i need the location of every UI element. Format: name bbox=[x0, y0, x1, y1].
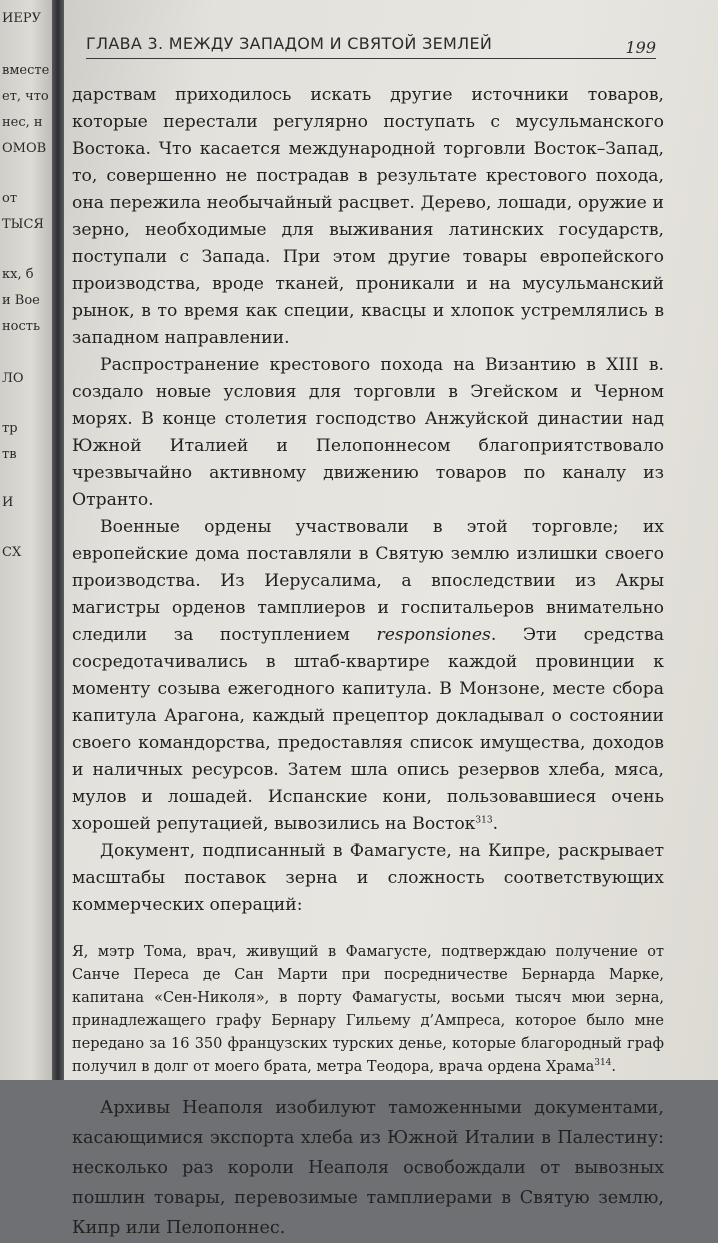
left-page-fragment: нес, н bbox=[2, 115, 43, 130]
left-page-fragment: СХ bbox=[2, 545, 22, 560]
block-quote bbox=[72, 941, 664, 1079]
left-page-fragment: ЛО bbox=[2, 371, 24, 386]
paragraph-text: . Эти средства сосредотачивались в штаб-квартире каждой провинции к моменту созыва ежегодного капитула. В Монзоне, месте сбора капитула Арагона, каждый прецептор докладывал о состоянии своего командорства, предоставляя список имущества, доходов и наличных ресурсов. Затем шла опись резервов хлеба, мяса, мулов и лошадей. Испанские кони, пользовавшиеся очень хорошей репутацией, вывозились на Восток bbox=[72, 625, 665, 834]
paragraph-military-orders bbox=[72, 514, 664, 838]
book-page bbox=[64, 0, 718, 1238]
running-title: ГЛАВА 3. МЕЖДУ ЗАПАДОМ И СВЯТОЙ ЗЕМЛЕЙ bbox=[86, 34, 493, 53]
left-page-fragment: ТЫСЯ bbox=[2, 217, 44, 232]
page-header bbox=[86, 32, 656, 59]
left-page-edge bbox=[0, 0, 52, 1080]
left-page-fragment: и Вое bbox=[2, 293, 40, 308]
footnote-marker: 314 bbox=[594, 1058, 612, 1069]
left-page-fragment: И bbox=[2, 495, 14, 510]
paragraph-text: Военные ордены участвовали в этой торговле; их европейские дома поставляли в Святую землю излишки своего производства. Из Иерусалима, а впоследствии из Акры магистры орденов тамплиеров и госпитальеров внимательно следили за поступлением bbox=[72, 517, 664, 645]
paragraph-punctuation: . bbox=[492, 814, 499, 834]
left-page-fragment: кх, б bbox=[2, 267, 34, 282]
footnote-marker: 313 bbox=[475, 815, 493, 826]
page-number: 199 bbox=[625, 38, 656, 57]
left-page-fragment: тр bbox=[2, 421, 18, 436]
left-page-fragment: ность bbox=[2, 319, 41, 334]
left-page-fragment: тв bbox=[2, 447, 17, 462]
left-page-fragment: ИЕРУ bbox=[2, 11, 41, 26]
paragraph-continuation: дарствам приходилось искать другие источники товаров, которые перестали регулярно поступать с мусульманского Востока. Что касается международной торговли Восток–Запад, то, совершенно не пострадав в результате крестового похода, она пережила необычайный расцвет. Дерево, лошади, оружие и зерно, необходимые для выживания латинских государств, поступали с Запада. При этом другие товары европейского производства, вроде тканей, проникали и на мусульманский рынок, в то время как специи, квасцы и хлопок устремлялись в западном направлении. bbox=[72, 85, 664, 348]
left-page-fragment: ет, что bbox=[2, 89, 49, 104]
latin-term: responsiones bbox=[376, 625, 491, 645]
paragraph-document-intro: Документ, подписанный в Фамагусте, на Кипре, раскрывает масштабы поставок зерна и сложность соответствующих коммерческих операций: bbox=[72, 841, 664, 915]
quote-punctuation: . bbox=[611, 1059, 617, 1075]
page-body bbox=[72, 82, 664, 1243]
left-page-fragment: ОМОВ bbox=[2, 141, 47, 156]
left-page-fragment: вместе bbox=[2, 63, 50, 78]
paragraph-naples-archives: Архивы Неаполя изобилуют таможенными документами, касающимися экспорта хлеба из Южной Италии в Палестину: несколько раз короли Неаполя освобождали от вывозных пошлин товары, перевозимые тамплиерами в Святую землю, Кипр или Пелопоннес. bbox=[72, 1098, 664, 1238]
paragraph-byzantium: Распространение крестового похода на Византию в XIII в. создало новые условия для торговли в Эгейском и Черном морях. В конце столетия господство Анжуйской династии над Южной Италией и Пелопоннесом благоприятствовало чрезвычайно активному движению товаров по каналу из Отранто. bbox=[72, 355, 664, 510]
quote-text: Я, мэтр Тома, врач, живущий в Фамагусте, подтверждаю получение от Санче Переса де Сан Марти при посредничестве Бернарда Марке, капитана «Сен-Николя», в порту Фамагусты, восьми тысяч мюи зерна, принадлежащего графу Бернару Гильему д’Ампреса, которое было мне передано за 16 350 французских турских денье, которые благородный граф получил в долг от моего брата, метра Теодора, врача ордена Храма bbox=[72, 944, 664, 1075]
left-page-fragment: от bbox=[2, 191, 18, 206]
book-spine bbox=[52, 0, 64, 1080]
